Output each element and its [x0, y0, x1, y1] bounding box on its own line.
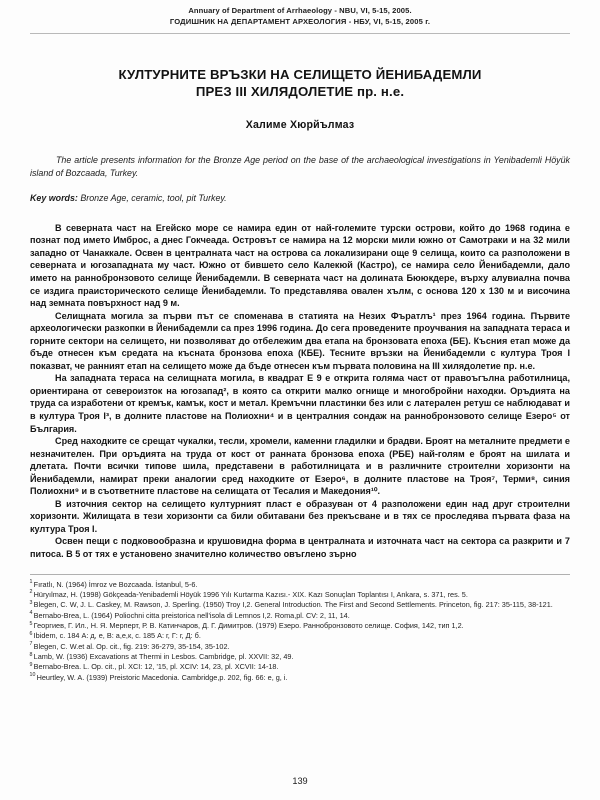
- body-paragraph: В източния сектор на селището културният пласт е образуван от 4 разположени един над друг строителни хоризонти. Жилищата в тези хоризонти са били обитавани без прекъсване и в тях се проследява първата фаза на култура Троя I.: [30, 498, 570, 534]
- footnote-text: Blegen, C. W.et al. Op. cit., fig. 219: 36-279, 35-154, 35-102.: [33, 641, 230, 651]
- keywords-label: Key words:: [30, 193, 78, 204]
- title-block: [28, 66, 572, 131]
- footnote-marker: 8: [29, 651, 33, 658]
- page-title: [28, 66, 572, 100]
- footnote-marker: 3: [29, 599, 33, 606]
- footnote-text: Heurtley, W. A. (1939) Preistoric Macedonia. Cambridge,p. 202, fig. 66: e, g, i.: [36, 672, 288, 682]
- footnote-item: [30, 662, 570, 672]
- footnote-text: Bernabo-Brea. L. Op. cit., pl. XCI: 12, '15, pl. XCIV: 14, 23, pl. XCVII: 14-18.: [33, 662, 279, 672]
- running-head-line-en: Annuary of Department of Arrhaeology - NBU, VI, 5-15, 2005.: [188, 6, 412, 15]
- footnote-marker: 1: [29, 579, 33, 586]
- footnote-item: [30, 642, 570, 652]
- footnote-item: [30, 652, 570, 662]
- page-title-line-1: КУЛТУРНИТЕ ВРЪЗКИ НА СЕЛИЩЕТО ЙЕНИБАДЕМЛИ: [118, 67, 482, 82]
- abstract-paragraph: [28, 154, 572, 179]
- footnote-item: [30, 673, 570, 683]
- body-paragraph: В северната част на Егейско море се намира един от най-големите турски острови, който до 1968 година е познат под името Имброс, а днес Гокчеада. Островът се намира на 12 морски мили южно от Самотраки и на 32 мили западно от Чанаккале. Освен в централната част на острова са локализирани още 9 селища, които са разположени в северната и югозападната му част. Южно от бившето село Калекюй (Кастро), се намира село Йенибадемли, дало името на раннобронзовото селище Йенибадемли. В северната част на долината Бююкдере, върху алувиална почва се издига праисторическото селище Йенибадемли. То представлява овален хълм, с основа 120 х 130 м и височина над земната повърхност над 9 м.: [30, 222, 570, 309]
- footnote-marker: 4: [29, 610, 33, 617]
- running-head-line-bg: ГОДИШНИК НА ДЕПАРТАМЕНТ АРХЕОЛОГИЯ - НБУ, VI, 5-15, 2005 г.: [169, 16, 431, 26]
- body-text: [28, 222, 572, 561]
- footnote-marker: 5: [29, 620, 33, 627]
- footnote-text: Ibidem, с. 184 А: д, е, В: а,е,к, с. 185 А: г, Г: г, Д: б.: [33, 631, 201, 641]
- footnote-item: [30, 611, 570, 621]
- body-paragraph: Селищната могила за първи път се споменава в статията на Незих Фъратлъ¹ през 1964 година. Първите археологически разкопки в Йенибадемли са през 1996 година. До сега проведените проучвания на западната тераса и горните сектори на селището, ни позволяват до отбележим два етапа на бронзовата епоха (БЕ). Късния етап може да бъде отнесен към средата на късната бронзова епоха (КБЕ). Тесните връзки на Йенибадемли с култура Троя I показват, че ранният етап на селището може да бъде отнесен към първата половина на III хилядолетие пр. н.е.: [30, 310, 570, 371]
- footnote-item: [30, 590, 570, 600]
- body-paragraph: На западната тераса на селищната могила, в квадрат Е 9 е открита голяма част от правоъгълна работилница, ориентирана от североизток на югозапад², в която са открити малко огнище и многобройни находки. Оръдията на труда са изработени от кремък, камък, кост и метал. Кремъчни пластинки без или с латерален ретуш се наблюдават и в култура Троя I³, в долните пластове на Полиохни⁴ и в централния сондаж на раннобронзовото селище Езеро⁵ от България.: [30, 373, 570, 434]
- keywords-text: Bronze Age, ceramic, tool, pit Turkey.: [80, 193, 227, 204]
- author-name: Халиме Хюрйълмаз: [245, 119, 355, 131]
- footnote-text: Blegen, C. W, J. L. Caskey, M. Rawson, J. Sperling. (1950) Troy I,2. General Introduction. The First and Second Settlements. Princeton, fig. 217: 35-115, 38-121.: [33, 600, 553, 610]
- page-title-line-2: ПРЕЗ III ХИЛЯДОЛЕТИЕ пр. н.е.: [195, 84, 405, 99]
- footnote-text: Георгиев, Г. Ил., Н. Я. Мерперт, Р. В. Катинчаров, Д. Г. Димитров. (1979) Езеро. Раннобронзовото селище. София, 142, тип 1,2.: [33, 620, 464, 630]
- footnote-divider: [30, 574, 570, 575]
- abstract-text: The article presents information for the Bronze Age period on the base of the archaeological investigations in Yenibademli Höyük island of Bozcaada, Turkey.: [30, 155, 570, 178]
- body-paragraph: Освен пещи с подковообразна и крушовидна форма в централната и източната част на сектора са разкрити и 7 питоса. В 5 от тях е установено значително количество овъглено зърно: [30, 536, 570, 559]
- running-head: [28, 6, 572, 27]
- keywords-line: [28, 192, 572, 205]
- footnote-text: Fıratlı, N. (1964) İmroz ve Bozcaada. İstanbul, 5-6.: [33, 579, 198, 589]
- footnote-item: [30, 600, 570, 610]
- footnote-text: Hüryılmaz, H. (1998) Gökçeada-Yenibademli Höyük 1996 Yılı Kurtarma Kazısı.- XIX. Kazı Sonuçları Toplantısı I, Ankara, s. 371, res. 5.: [33, 589, 468, 599]
- page-number: 139: [292, 776, 308, 786]
- footnote-marker: 7: [29, 641, 33, 648]
- footnote-item: [30, 621, 570, 631]
- footnote-marker: 6: [29, 630, 33, 637]
- footnote-item: [30, 631, 570, 641]
- body-paragraph: Сред находките се срещат чукалки, тесли, хромели, каменни гладилки и брадви. Броят на металните предмети е незначителен. При оръдията на труда от кост от ранната бронзова епоха (РБЕ) най-голям е броят на шилата и длетата. Почти всички типове шила, представени в работилницата и в различните строителни хоризонти на Йенибадемли, намират преки аналогии сред находките от Езеро⁶, в долните пластове на Троя⁷, Терми⁸, синия Полиохни⁹ и в съответните пластове на селищата от Тесалия и Македония¹⁰.: [30, 436, 570, 497]
- header-divider: [30, 33, 570, 34]
- footnote-marker: 2: [29, 589, 33, 596]
- footnote-marker: 10: [29, 672, 36, 679]
- footnote-text: Bernabo-Brea, L. (1964) Poliochni citta preistorica nell'isola di Lemnos I,2. Roma,pl. CV: 2, 11, 14.: [33, 610, 350, 620]
- footnote-list: [28, 580, 572, 683]
- footnote-item: [30, 580, 570, 590]
- footnote-marker: 9: [29, 661, 33, 668]
- footnote-text: Lamb, W. (1936) Excavations at Thermi in Lesbos. Cambridge, pl. XXVII: 32, 49.: [33, 651, 294, 661]
